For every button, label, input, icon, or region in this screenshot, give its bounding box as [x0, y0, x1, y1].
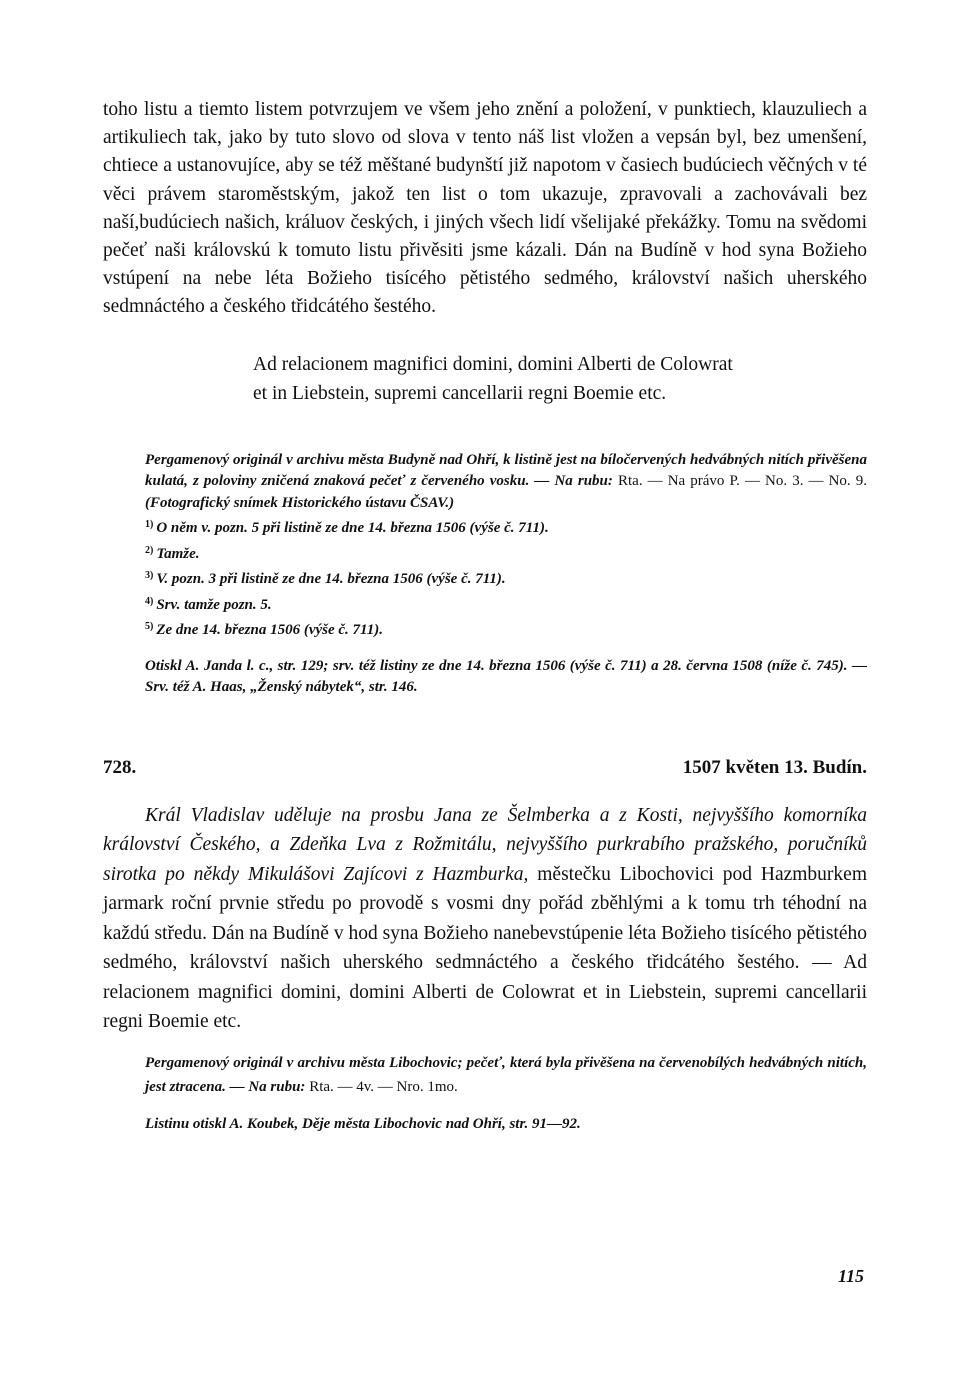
description-photo: (Fotografický snímek Historického ústavu ČSAV.)	[145, 494, 455, 511]
date-place: 1507 květen 13. Budín.	[682, 756, 867, 778]
archive-description: Pergamenový originál v archivu města Libochovic; pečeť, která byla přivěšena na červenobílých hedvábných nitích, jest ztracena. — Na rubu: Rta. — 4v. — Nro. 1mo.	[145, 1054, 867, 1095]
footnote: $^{4)}$ Srv. tamže pozn. 5.	[145, 595, 272, 613]
footnote: $^{3)}$ V. pozn. 3 při listině ze dne 14. března 1506 (výše č. 711).	[145, 570, 506, 588]
description-upright: Rta. — 4v. — Nro. 1mo.	[309, 1078, 458, 1095]
page-number: 115	[837, 1266, 864, 1286]
footnote: $^{1)}$ O něm v. pozn. 5 při listině ze dne 14. března 1506 (výše č. 711).	[145, 519, 549, 537]
edition-note: Otiskl A. Janda l. c., str. 129; srv. též listiny ze dne 14. března 1506 (výše č. 711) a 28. června 1508 (níže č. 745). — Srv. též A. Haas, „Ženský nábytek“, str. 146.	[145, 657, 867, 696]
description-italic: Pergamenový originál v archivu města Budyně nad Ohří, k listině jest na bíločervených hedvábných nitích přivěšena kulatá, z poloviny zničená znaková pečeť z červeného vosku. — Na rubu:	[145, 451, 867, 490]
footnote: $^{2)}$ Tamže.	[145, 544, 200, 562]
body-text	[103, 801, 867, 1037]
document-727-notes	[103, 450, 867, 699]
footnote: $^{5)}$ Ze dne 14. března 1506 (výše č. 711).	[145, 621, 383, 639]
document-number: 728.	[103, 756, 137, 778]
description-rta: Rta. — Na právo P. — No. 3. — No. 9.	[617, 473, 867, 490]
body-text: toho listu a tiemto listem potvrzujem ve všem jeho znění a položení, v punktiech, klauzuliech a artikuliech tak, jako by tuto slovo od slova v tento náš list vložen a vepsán byl, bez umenšení, chtiece a ustanovujíce, aby se též měštané budynští již napotom v časiech budúciech věčných v té věci právem staroměstským, jakož ten list o tom ukazuje, zpravovali a zachovávali bez naší,budúciech našich, králuov českých, i jiných všech lidí všelijaké překážky. Tomu na svědomi pečeť naši královskú k tomuto listu přivěsiti jsme kázali. Dán na Budíně v hod syna Božieho vstúpení na nebe léta Božieho tisícého pětistého sedmého, království našich uherského sedmnáctého a českého třidcátého šestého.	[103, 99, 867, 318]
page-content	[103, 96, 867, 1135]
document-728-notes	[103, 1051, 867, 1099]
edition-note: Listinu otiskl A. Koubek, Děje města Libochovic nad Ohří, str. 91—92.	[145, 1115, 581, 1132]
document-727-body	[103, 96, 867, 322]
regest: Král Vladislav uděluje na prosbu Jana ze Šelmberka a z Kosti, nejvyššího komorníka království Českého, a Zdeňka Lva z Rožmitálu, nejvyššího purkrabího pražského, poručníků sirotka po někdy Mikulášovi Zajícovi z Hazmburka,	[103, 804, 867, 885]
relatio-line-2: et in Liebstein, supremi cancellarii regni Boemie etc.	[253, 382, 667, 404]
document-728-header	[103, 757, 867, 779]
relatio-note	[253, 350, 867, 408]
body-continued: městečku Libochovici pod Hazmburkem jarmark roční prvnie středu po provodě s vosmi dny pořád zběhlými a k tomu trh téhodní na každú středu. Dán na Budíně v hod syna Božieho nanebevstúpenie léta Božieho tisícého pětistého sedmého, království našich uherského sedmnáctého a českého třidcátého šestého. — Ad relacionem magnifici domini, domini Alberti de Colowrat et in Liebstein, supremi cancellarii regni Boemie etc.	[103, 863, 867, 1033]
document-728-body	[103, 801, 867, 1037]
footnotes	[103, 514, 867, 642]
archive-description	[103, 450, 867, 515]
relatio-line-1: Ad relacionem magnifici domini, domini Alberti de Colowrat	[253, 353, 733, 375]
